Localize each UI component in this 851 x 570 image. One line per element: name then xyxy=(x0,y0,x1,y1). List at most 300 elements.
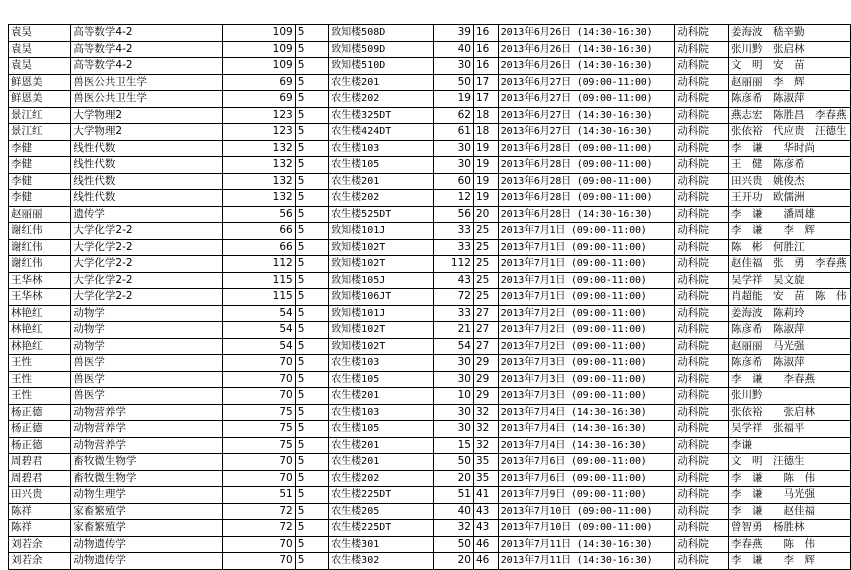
class-no-cell[interactable]: 5 xyxy=(295,388,329,405)
class-no-cell[interactable]: 5 xyxy=(295,322,329,339)
exam-time-cell[interactable]: 2013年6月28日 (09:00-11:00) xyxy=(498,190,675,207)
class-no-cell[interactable]: 5 xyxy=(295,140,329,157)
college-cell[interactable]: 动科院 xyxy=(675,305,729,322)
room-cell[interactable]: 农生楼202 xyxy=(329,91,434,108)
teacher-cell[interactable]: 谢红伟 xyxy=(9,239,71,256)
room-count-cell[interactable]: 72 xyxy=(434,289,474,306)
college-cell[interactable]: 动科院 xyxy=(675,322,729,339)
course-cell[interactable]: 高等数学4-2 xyxy=(71,41,222,58)
room-cell[interactable]: 致知楼106JT xyxy=(329,289,434,306)
class-no-cell[interactable]: 5 xyxy=(295,239,329,256)
room-count-cell[interactable]: 62 xyxy=(434,107,474,124)
enrollment-cell[interactable]: 54 xyxy=(222,322,295,339)
room-cell[interactable]: 农生楼325DT xyxy=(329,107,434,124)
college-cell[interactable]: 动科院 xyxy=(675,173,729,190)
class-no-cell[interactable]: 5 xyxy=(295,487,329,504)
course-cell[interactable]: 家畜繁殖学 xyxy=(71,503,222,520)
enrollment-cell[interactable]: 69 xyxy=(222,74,295,91)
teacher-cell[interactable]: 刘若余 xyxy=(9,553,71,570)
exam-no-cell[interactable]: 19 xyxy=(473,157,498,174)
exam-no-cell[interactable]: 27 xyxy=(473,338,498,355)
college-cell[interactable]: 动科院 xyxy=(675,536,729,553)
room-count-cell[interactable]: 30 xyxy=(434,421,474,438)
room-cell[interactable]: 农生楼201 xyxy=(329,388,434,405)
college-cell[interactable]: 动科院 xyxy=(675,124,729,141)
proctor-cell[interactable]: 李春燕 陈 伟 xyxy=(728,536,850,553)
exam-no-cell[interactable]: 19 xyxy=(473,190,498,207)
course-cell[interactable]: 大学化学2-2 xyxy=(71,223,222,240)
room-count-cell[interactable]: 30 xyxy=(434,140,474,157)
enrollment-cell[interactable]: 123 xyxy=(222,107,295,124)
enrollment-cell[interactable]: 109 xyxy=(222,25,295,42)
exam-no-cell[interactable]: 25 xyxy=(473,272,498,289)
proctor-cell[interactable]: 陈彦希 陈淑萍 xyxy=(728,91,850,108)
proctor-cell[interactable]: 李 谦 华时尚 xyxy=(728,140,850,157)
course-cell[interactable]: 动物遗传学 xyxy=(71,553,222,570)
room-cell[interactable]: 农生楼201 xyxy=(329,173,434,190)
enrollment-cell[interactable]: 132 xyxy=(222,157,295,174)
exam-time-cell[interactable]: 2013年7月4日 (14:30-16:30) xyxy=(498,404,675,421)
enrollment-cell[interactable]: 66 xyxy=(222,239,295,256)
room-cell[interactable]: 农生楼424DT xyxy=(329,124,434,141)
course-cell[interactable]: 大学化学2-2 xyxy=(71,272,222,289)
class-no-cell[interactable]: 5 xyxy=(295,454,329,471)
course-cell[interactable]: 高等数学4-2 xyxy=(71,58,222,75)
college-cell[interactable]: 动科院 xyxy=(675,470,729,487)
room-cell[interactable]: 农生楼225DT xyxy=(329,520,434,537)
exam-time-cell[interactable]: 2013年7月10日 (09:00-11:00) xyxy=(498,503,675,520)
course-cell[interactable]: 动物营养学 xyxy=(71,421,222,438)
class-no-cell[interactable]: 5 xyxy=(295,503,329,520)
room-cell[interactable]: 致知楼105J xyxy=(329,272,434,289)
exam-time-cell[interactable]: 2013年7月2日 (09:00-11:00) xyxy=(498,338,675,355)
course-cell[interactable]: 动物营养学 xyxy=(71,437,222,454)
exam-no-cell[interactable]: 19 xyxy=(473,140,498,157)
course-cell[interactable]: 大学化学2-2 xyxy=(71,289,222,306)
course-cell[interactable]: 线性代数 xyxy=(71,140,222,157)
teacher-cell[interactable]: 周碧君 xyxy=(9,470,71,487)
enrollment-cell[interactable]: 70 xyxy=(222,536,295,553)
teacher-cell[interactable]: 陈祥 xyxy=(9,520,71,537)
course-cell[interactable]: 大学化学2-2 xyxy=(71,239,222,256)
exam-time-cell[interactable]: 2013年6月27日 (14:30-16:30) xyxy=(498,124,675,141)
teacher-cell[interactable]: 王华林 xyxy=(9,272,71,289)
exam-time-cell[interactable]: 2013年7月11日 (14:30-16:30) xyxy=(498,553,675,570)
college-cell[interactable]: 动科院 xyxy=(675,140,729,157)
proctor-cell[interactable]: 曾智勇 杨胜林 xyxy=(728,520,850,537)
teacher-cell[interactable]: 景江红 xyxy=(9,124,71,141)
college-cell[interactable]: 动科院 xyxy=(675,74,729,91)
room-cell[interactable]: 农生楼105 xyxy=(329,371,434,388)
course-cell[interactable]: 线性代数 xyxy=(71,190,222,207)
exam-no-cell[interactable]: 35 xyxy=(473,454,498,471)
class-no-cell[interactable]: 5 xyxy=(295,41,329,58)
proctor-cell[interactable]: 张川黔 xyxy=(728,388,850,405)
teacher-cell[interactable]: 赵丽丽 xyxy=(9,206,71,223)
college-cell[interactable]: 动科院 xyxy=(675,520,729,537)
college-cell[interactable]: 动科院 xyxy=(675,404,729,421)
proctor-cell[interactable]: 吴学祥 吴文旋 xyxy=(728,272,850,289)
class-no-cell[interactable]: 5 xyxy=(295,272,329,289)
enrollment-cell[interactable]: 72 xyxy=(222,503,295,520)
exam-no-cell[interactable]: 29 xyxy=(473,371,498,388)
proctor-cell[interactable]: 吴学祥 张福平 xyxy=(728,421,850,438)
enrollment-cell[interactable]: 70 xyxy=(222,553,295,570)
class-no-cell[interactable]: 5 xyxy=(295,74,329,91)
college-cell[interactable]: 动科院 xyxy=(675,437,729,454)
exam-time-cell[interactable]: 2013年7月2日 (09:00-11:00) xyxy=(498,305,675,322)
enrollment-cell[interactable]: 109 xyxy=(222,41,295,58)
room-count-cell[interactable]: 30 xyxy=(434,355,474,372)
proctor-cell[interactable]: 姜海波 嵇辛勤 xyxy=(728,25,850,42)
enrollment-cell[interactable]: 51 xyxy=(222,487,295,504)
college-cell[interactable]: 动科院 xyxy=(675,503,729,520)
proctor-cell[interactable]: 张依裕 代应贵 汪德生 xyxy=(728,124,850,141)
teacher-cell[interactable]: 刘若余 xyxy=(9,536,71,553)
room-cell[interactable]: 农生楼201 xyxy=(329,454,434,471)
class-no-cell[interactable]: 5 xyxy=(295,553,329,570)
course-cell[interactable]: 兽医学 xyxy=(71,388,222,405)
room-count-cell[interactable]: 30 xyxy=(434,157,474,174)
proctor-cell[interactable]: 张川黔 张启林 xyxy=(728,41,850,58)
room-cell[interactable]: 农生楼302 xyxy=(329,553,434,570)
exam-time-cell[interactable]: 2013年7月3日 (09:00-11:00) xyxy=(498,371,675,388)
proctor-cell[interactable]: 赵佳福 张 勇 李春燕 xyxy=(728,256,850,273)
teacher-cell[interactable]: 李健 xyxy=(9,190,71,207)
course-cell[interactable]: 线性代数 xyxy=(71,173,222,190)
exam-no-cell[interactable]: 35 xyxy=(473,470,498,487)
course-cell[interactable]: 兽医学 xyxy=(71,371,222,388)
exam-time-cell[interactable]: 2013年6月26日 (14:30-16:30) xyxy=(498,25,675,42)
proctor-cell[interactable]: 李 谦 李春燕 xyxy=(728,371,850,388)
teacher-cell[interactable]: 李健 xyxy=(9,173,71,190)
room-cell[interactable]: 致知楼102T xyxy=(329,256,434,273)
exam-time-cell[interactable]: 2013年6月27日 (14:30-16:30) xyxy=(498,107,675,124)
course-cell[interactable]: 兽医公共卫生学 xyxy=(71,91,222,108)
room-count-cell[interactable]: 33 xyxy=(434,223,474,240)
enrollment-cell[interactable]: 75 xyxy=(222,404,295,421)
college-cell[interactable]: 动科院 xyxy=(675,272,729,289)
course-cell[interactable]: 兽医学 xyxy=(71,355,222,372)
exam-no-cell[interactable]: 17 xyxy=(473,91,498,108)
exam-no-cell[interactable]: 25 xyxy=(473,256,498,273)
enrollment-cell[interactable]: 56 xyxy=(222,206,295,223)
teacher-cell[interactable]: 陈祥 xyxy=(9,503,71,520)
college-cell[interactable]: 动科院 xyxy=(675,41,729,58)
proctor-cell[interactable]: 赵丽丽 马光强 xyxy=(728,338,850,355)
college-cell[interactable]: 动科院 xyxy=(675,487,729,504)
proctor-cell[interactable]: 李 谦 潘周雄 xyxy=(728,206,850,223)
proctor-cell[interactable]: 李谦 xyxy=(728,437,850,454)
teacher-cell[interactable]: 李健 xyxy=(9,140,71,157)
proctor-cell[interactable]: 肖超能 安 苗 陈 伟 xyxy=(728,289,850,306)
teacher-cell[interactable]: 王性 xyxy=(9,371,71,388)
teacher-cell[interactable]: 周碧君 xyxy=(9,454,71,471)
proctor-cell[interactable]: 王开功 欧儒洲 xyxy=(728,190,850,207)
teacher-cell[interactable]: 杨正德 xyxy=(9,421,71,438)
proctor-cell[interactable]: 李 谦 李 辉 xyxy=(728,553,850,570)
room-count-cell[interactable]: 30 xyxy=(434,404,474,421)
exam-no-cell[interactable]: 46 xyxy=(473,553,498,570)
course-cell[interactable]: 大学化学2-2 xyxy=(71,256,222,273)
room-cell[interactable]: 农生楼202 xyxy=(329,190,434,207)
college-cell[interactable]: 动科院 xyxy=(675,107,729,124)
exam-no-cell[interactable]: 27 xyxy=(473,322,498,339)
teacher-cell[interactable]: 景江红 xyxy=(9,107,71,124)
teacher-cell[interactable]: 袁昊 xyxy=(9,41,71,58)
proctor-cell[interactable]: 文 明 汪德生 xyxy=(728,454,850,471)
teacher-cell[interactable]: 田兴贵 xyxy=(9,487,71,504)
exam-time-cell[interactable]: 2013年7月4日 (14:30-16:30) xyxy=(498,437,675,454)
enrollment-cell[interactable]: 132 xyxy=(222,140,295,157)
teacher-cell[interactable]: 谢红伟 xyxy=(9,223,71,240)
proctor-cell[interactable]: 李 谦 陈 伟 xyxy=(728,470,850,487)
room-count-cell[interactable]: 43 xyxy=(434,272,474,289)
room-count-cell[interactable]: 19 xyxy=(434,91,474,108)
class-no-cell[interactable]: 5 xyxy=(295,256,329,273)
room-count-cell[interactable]: 20 xyxy=(434,470,474,487)
enrollment-cell[interactable]: 70 xyxy=(222,355,295,372)
room-cell[interactable]: 致知楼102T xyxy=(329,322,434,339)
proctor-cell[interactable]: 陈彦希 陈淑萍 xyxy=(728,322,850,339)
course-cell[interactable]: 动物生理学 xyxy=(71,487,222,504)
exam-no-cell[interactable]: 29 xyxy=(473,388,498,405)
room-count-cell[interactable]: 60 xyxy=(434,173,474,190)
room-cell[interactable]: 农生楼301 xyxy=(329,536,434,553)
college-cell[interactable]: 动科院 xyxy=(675,355,729,372)
room-cell[interactable]: 农生楼103 xyxy=(329,404,434,421)
enrollment-cell[interactable]: 70 xyxy=(222,454,295,471)
room-count-cell[interactable]: 54 xyxy=(434,338,474,355)
room-cell[interactable]: 致知楼101J xyxy=(329,305,434,322)
college-cell[interactable]: 动科院 xyxy=(675,25,729,42)
room-cell[interactable]: 农生楼201 xyxy=(329,74,434,91)
class-no-cell[interactable]: 5 xyxy=(295,223,329,240)
class-no-cell[interactable]: 5 xyxy=(295,404,329,421)
class-no-cell[interactable]: 5 xyxy=(295,25,329,42)
room-cell[interactable]: 农生楼525DT xyxy=(329,206,434,223)
exam-time-cell[interactable]: 2013年7月2日 (09:00-11:00) xyxy=(498,322,675,339)
teacher-cell[interactable]: 王华林 xyxy=(9,289,71,306)
proctor-cell[interactable]: 李 谦 赵佳福 xyxy=(728,503,850,520)
teacher-cell[interactable]: 林艳红 xyxy=(9,322,71,339)
exam-no-cell[interactable]: 32 xyxy=(473,404,498,421)
room-cell[interactable]: 农生楼202 xyxy=(329,470,434,487)
room-count-cell[interactable]: 61 xyxy=(434,124,474,141)
exam-no-cell[interactable]: 43 xyxy=(473,503,498,520)
college-cell[interactable]: 动科院 xyxy=(675,190,729,207)
class-no-cell[interactable]: 5 xyxy=(295,437,329,454)
exam-time-cell[interactable]: 2013年7月11日 (14:30-16:30) xyxy=(498,536,675,553)
exam-time-cell[interactable]: 2013年7月9日 (09:00-11:00) xyxy=(498,487,675,504)
teacher-cell[interactable]: 杨正德 xyxy=(9,437,71,454)
teacher-cell[interactable]: 杨正德 xyxy=(9,404,71,421)
enrollment-cell[interactable]: 75 xyxy=(222,437,295,454)
room-count-cell[interactable]: 20 xyxy=(434,553,474,570)
room-count-cell[interactable]: 51 xyxy=(434,487,474,504)
room-count-cell[interactable]: 12 xyxy=(434,190,474,207)
room-cell[interactable]: 农生楼225DT xyxy=(329,487,434,504)
exam-no-cell[interactable]: 25 xyxy=(473,239,498,256)
enrollment-cell[interactable]: 132 xyxy=(222,190,295,207)
exam-time-cell[interactable]: 2013年6月26日 (14:30-16:30) xyxy=(498,41,675,58)
class-no-cell[interactable]: 5 xyxy=(295,157,329,174)
exam-time-cell[interactable]: 2013年7月1日 (09:00-11:00) xyxy=(498,256,675,273)
proctor-cell[interactable]: 田兴贵 姚俊杰 xyxy=(728,173,850,190)
college-cell[interactable]: 动科院 xyxy=(675,421,729,438)
enrollment-cell[interactable]: 112 xyxy=(222,256,295,273)
enrollment-cell[interactable]: 109 xyxy=(222,58,295,75)
exam-no-cell[interactable]: 41 xyxy=(473,487,498,504)
exam-time-cell[interactable]: 2013年7月3日 (09:00-11:00) xyxy=(498,388,675,405)
college-cell[interactable]: 动科院 xyxy=(675,388,729,405)
room-cell[interactable]: 农生楼105 xyxy=(329,421,434,438)
room-count-cell[interactable]: 33 xyxy=(434,239,474,256)
room-cell[interactable]: 致知楼102T xyxy=(329,338,434,355)
proctor-cell[interactable]: 陈 彬 何胜江 xyxy=(728,239,850,256)
room-count-cell[interactable]: 56 xyxy=(434,206,474,223)
enrollment-cell[interactable]: 72 xyxy=(222,520,295,537)
class-no-cell[interactable]: 5 xyxy=(295,421,329,438)
course-cell[interactable]: 大学物理2 xyxy=(71,124,222,141)
college-cell[interactable]: 动科院 xyxy=(675,206,729,223)
room-count-cell[interactable]: 40 xyxy=(434,41,474,58)
room-count-cell[interactable]: 33 xyxy=(434,305,474,322)
exam-time-cell[interactable]: 2013年7月4日 (14:30-16:30) xyxy=(498,421,675,438)
exam-no-cell[interactable]: 18 xyxy=(473,107,498,124)
enrollment-cell[interactable]: 54 xyxy=(222,305,295,322)
exam-time-cell[interactable]: 2013年6月26日 (14:30-16:30) xyxy=(498,58,675,75)
class-no-cell[interactable]: 5 xyxy=(295,58,329,75)
exam-time-cell[interactable]: 2013年7月1日 (09:00-11:00) xyxy=(498,223,675,240)
room-cell[interactable]: 致知楼508D xyxy=(329,25,434,42)
room-count-cell[interactable]: 39 xyxy=(434,25,474,42)
course-cell[interactable]: 动物学 xyxy=(71,305,222,322)
enrollment-cell[interactable]: 115 xyxy=(222,289,295,306)
room-count-cell[interactable]: 32 xyxy=(434,520,474,537)
course-cell[interactable]: 动物学 xyxy=(71,322,222,339)
room-cell[interactable]: 致知楼509D xyxy=(329,41,434,58)
enrollment-cell[interactable]: 75 xyxy=(222,421,295,438)
class-no-cell[interactable]: 5 xyxy=(295,91,329,108)
college-cell[interactable]: 动科院 xyxy=(675,58,729,75)
teacher-cell[interactable]: 袁昊 xyxy=(9,58,71,75)
proctor-cell[interactable]: 张依裕 张启林 xyxy=(728,404,850,421)
room-cell[interactable]: 农生楼103 xyxy=(329,355,434,372)
exam-no-cell[interactable]: 43 xyxy=(473,520,498,537)
teacher-cell[interactable]: 林艳红 xyxy=(9,338,71,355)
class-no-cell[interactable]: 5 xyxy=(295,520,329,537)
course-cell[interactable]: 畜牧微生物学 xyxy=(71,454,222,471)
class-no-cell[interactable]: 5 xyxy=(295,173,329,190)
proctor-cell[interactable]: 姜海波 陈莉玲 xyxy=(728,305,850,322)
exam-time-cell[interactable]: 2013年7月10日 (09:00-11:00) xyxy=(498,520,675,537)
course-cell[interactable]: 动物遗传学 xyxy=(71,536,222,553)
exam-time-cell[interactable]: 2013年6月28日 (09:00-11:00) xyxy=(498,140,675,157)
exam-time-cell[interactable]: 2013年7月3日 (09:00-11:00) xyxy=(498,355,675,372)
course-cell[interactable]: 兽医公共卫生学 xyxy=(71,74,222,91)
class-no-cell[interactable]: 5 xyxy=(295,536,329,553)
room-count-cell[interactable]: 50 xyxy=(434,454,474,471)
enrollment-cell[interactable]: 54 xyxy=(222,338,295,355)
exam-time-cell[interactable]: 2013年6月27日 (09:00-11:00) xyxy=(498,91,675,108)
proctor-cell[interactable]: 燕志宏 陈胜昌 李春燕 xyxy=(728,107,850,124)
class-no-cell[interactable]: 5 xyxy=(295,107,329,124)
enrollment-cell[interactable]: 69 xyxy=(222,91,295,108)
room-cell[interactable]: 农生楼105 xyxy=(329,157,434,174)
exam-no-cell[interactable]: 27 xyxy=(473,305,498,322)
room-count-cell[interactable]: 30 xyxy=(434,371,474,388)
course-cell[interactable]: 动物营养学 xyxy=(71,404,222,421)
exam-time-cell[interactable]: 2013年7月1日 (09:00-11:00) xyxy=(498,272,675,289)
exam-time-cell[interactable]: 2013年7月6日 (09:00-11:00) xyxy=(498,470,675,487)
class-no-cell[interactable]: 5 xyxy=(295,371,329,388)
exam-no-cell[interactable]: 16 xyxy=(473,58,498,75)
exam-no-cell[interactable]: 32 xyxy=(473,437,498,454)
course-cell[interactable]: 高等数学4-2 xyxy=(71,25,222,42)
college-cell[interactable]: 动科院 xyxy=(675,223,729,240)
college-cell[interactable]: 动科院 xyxy=(675,454,729,471)
exam-time-cell[interactable]: 2013年7月1日 (09:00-11:00) xyxy=(498,289,675,306)
course-cell[interactable]: 畜牧微生物学 xyxy=(71,470,222,487)
exam-no-cell[interactable]: 19 xyxy=(473,173,498,190)
enrollment-cell[interactable]: 66 xyxy=(222,223,295,240)
enrollment-cell[interactable]: 132 xyxy=(222,173,295,190)
course-cell[interactable]: 线性代数 xyxy=(71,157,222,174)
room-count-cell[interactable]: 15 xyxy=(434,437,474,454)
room-count-cell[interactable]: 50 xyxy=(434,74,474,91)
exam-time-cell[interactable]: 2013年7月1日 (09:00-11:00) xyxy=(498,239,675,256)
exam-no-cell[interactable]: 20 xyxy=(473,206,498,223)
teacher-cell[interactable]: 鲜恩美 xyxy=(9,74,71,91)
exam-no-cell[interactable]: 16 xyxy=(473,41,498,58)
course-cell[interactable]: 家畜繁殖学 xyxy=(71,520,222,537)
room-count-cell[interactable]: 50 xyxy=(434,536,474,553)
course-cell[interactable]: 遗传学 xyxy=(71,206,222,223)
room-count-cell[interactable]: 21 xyxy=(434,322,474,339)
exam-time-cell[interactable]: 2013年6月27日 (09:00-11:00) xyxy=(498,74,675,91)
proctor-cell[interactable]: 王 健 陈彦希 xyxy=(728,157,850,174)
college-cell[interactable]: 动科院 xyxy=(675,157,729,174)
exam-no-cell[interactable]: 25 xyxy=(473,289,498,306)
teacher-cell[interactable]: 林艳红 xyxy=(9,305,71,322)
proctor-cell[interactable]: 陈彦希 陈淑萍 xyxy=(728,355,850,372)
teacher-cell[interactable]: 王性 xyxy=(9,355,71,372)
class-no-cell[interactable]: 5 xyxy=(295,305,329,322)
exam-no-cell[interactable]: 18 xyxy=(473,124,498,141)
teacher-cell[interactable]: 谢红伟 xyxy=(9,256,71,273)
college-cell[interactable]: 动科院 xyxy=(675,91,729,108)
course-cell[interactable]: 大学物理2 xyxy=(71,107,222,124)
teacher-cell[interactable]: 李健 xyxy=(9,157,71,174)
room-count-cell[interactable]: 30 xyxy=(434,58,474,75)
college-cell[interactable]: 动科院 xyxy=(675,239,729,256)
college-cell[interactable]: 动科院 xyxy=(675,289,729,306)
proctor-cell[interactable]: 赵丽丽 李 辉 xyxy=(728,74,850,91)
college-cell[interactable]: 动科院 xyxy=(675,553,729,570)
room-cell[interactable]: 致知楼510D xyxy=(329,58,434,75)
exam-no-cell[interactable]: 29 xyxy=(473,355,498,372)
exam-no-cell[interactable]: 17 xyxy=(473,74,498,91)
enrollment-cell[interactable]: 115 xyxy=(222,272,295,289)
room-cell[interactable]: 农生楼103 xyxy=(329,140,434,157)
teacher-cell[interactable]: 王性 xyxy=(9,388,71,405)
college-cell[interactable]: 动科院 xyxy=(675,256,729,273)
class-no-cell[interactable]: 5 xyxy=(295,124,329,141)
room-count-cell[interactable]: 112 xyxy=(434,256,474,273)
class-no-cell[interactable]: 5 xyxy=(295,338,329,355)
enrollment-cell[interactable]: 70 xyxy=(222,470,295,487)
